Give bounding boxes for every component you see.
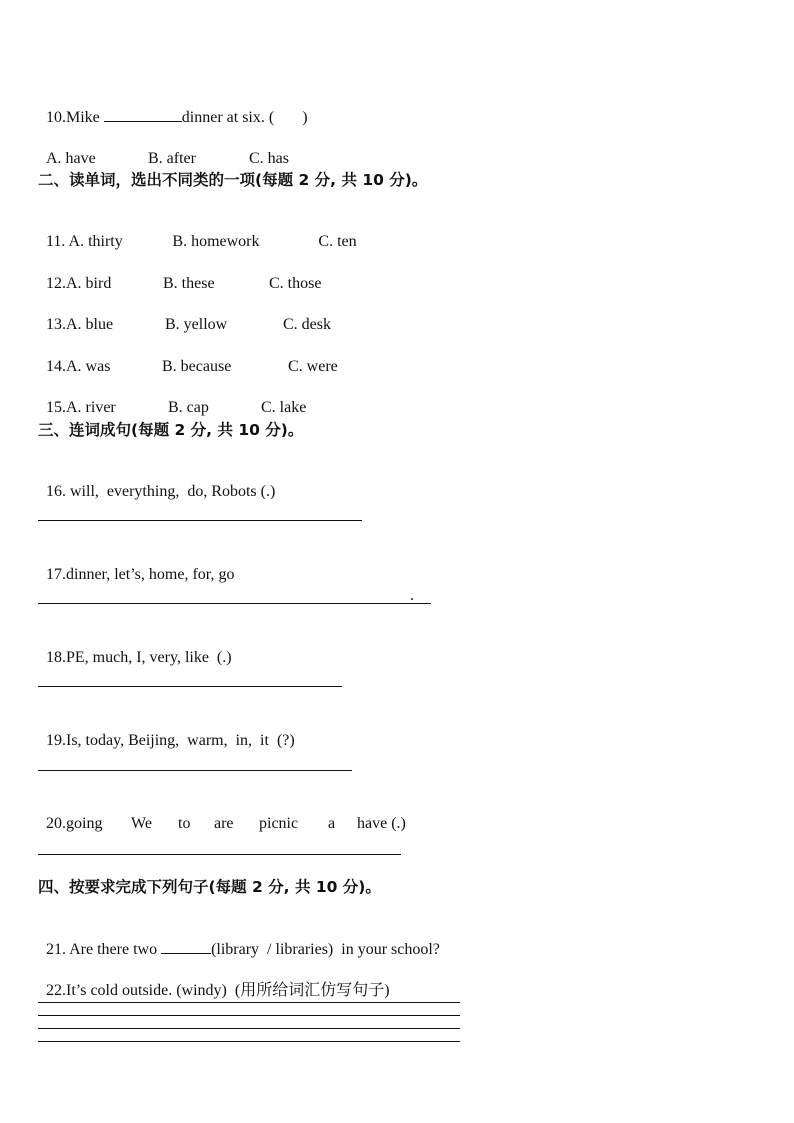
- scrambled-word: have (.): [357, 815, 406, 832]
- answer-line-22-4[interactable]: [38, 1041, 460, 1042]
- option-c[interactable]: C. has: [249, 150, 289, 167]
- scrambled-word: are: [214, 815, 234, 832]
- option-a[interactable]: A. bird: [66, 275, 112, 292]
- question-number: 14.: [46, 358, 66, 375]
- option-b[interactable]: B. homework: [172, 233, 260, 250]
- question-19: [38, 711, 295, 751]
- scrambled-word: to: [178, 815, 191, 832]
- question-17: [38, 545, 234, 585]
- question-18: [38, 628, 232, 668]
- question-number: 12.: [46, 275, 66, 292]
- question-number: 18.: [46, 649, 66, 666]
- option-a[interactable]: A. have: [46, 150, 96, 167]
- option-b[interactable]: B. because: [162, 358, 232, 375]
- answer-line-22-1[interactable]: [38, 1002, 460, 1003]
- question-20: [38, 794, 406, 834]
- option-b[interactable]: B. after: [148, 150, 196, 167]
- option-b[interactable]: B. cap: [168, 399, 209, 416]
- question-words: PE, much, I, very, like (.): [66, 649, 232, 666]
- section-4-title: 四、按要求完成下列句子(每题 2 分, 共 10 分)。: [38, 878, 381, 896]
- question-14: [38, 337, 338, 377]
- question-text-before: Are there two: [66, 941, 162, 958]
- answer-line-17[interactable]: [38, 603, 431, 604]
- option-a[interactable]: A. blue: [66, 316, 114, 333]
- answer-line-20[interactable]: [38, 854, 401, 855]
- answer-blank[interactable]: [161, 939, 211, 954]
- question-22: [38, 961, 390, 1001]
- question-words: dinner, let’s, home, for, go: [66, 566, 235, 583]
- question-text-after: dinner at six. (: [181, 109, 275, 126]
- option-c[interactable]: C. ten: [318, 233, 357, 250]
- question-number: 19.: [46, 732, 66, 749]
- option-b[interactable]: B. these: [163, 275, 215, 292]
- question-13: [38, 295, 331, 335]
- answer-line-18[interactable]: [38, 686, 342, 687]
- question-words: will, everything, do, Robots (.): [66, 483, 276, 500]
- question-number: 15.: [46, 399, 66, 416]
- option-a[interactable]: A. thirty: [65, 233, 123, 250]
- question-number: 13.: [46, 316, 66, 333]
- question-10: [38, 87, 308, 128]
- question-text: It’s cold outside. (windy) (用所给词汇仿写句子): [66, 982, 390, 999]
- end-period: .: [410, 587, 414, 604]
- scrambled-word: going: [66, 815, 103, 832]
- answer-line-19[interactable]: [38, 770, 352, 771]
- answer-line-22-2[interactable]: [38, 1015, 460, 1016]
- question-11: [38, 212, 357, 252]
- option-a[interactable]: A. river: [66, 399, 116, 416]
- question-number: 16.: [46, 483, 66, 500]
- answer-line-16[interactable]: [38, 520, 362, 521]
- question-number: 22.: [46, 982, 66, 999]
- question-12: [38, 254, 321, 294]
- question-words: Is, today, Beijing, warm, in, it (?): [66, 732, 295, 749]
- option-b[interactable]: B. yellow: [165, 316, 228, 333]
- option-c[interactable]: C. lake: [261, 399, 307, 416]
- question-15: [38, 378, 306, 418]
- option-c[interactable]: C. were: [288, 358, 338, 375]
- question-text-after: (library / libraries) in your school?: [211, 941, 440, 958]
- question-10-options: [38, 129, 289, 169]
- section-3-title: 三、连词成句(每题 2 分, 共 10 分)。: [38, 421, 304, 439]
- question-number: 17.: [46, 566, 66, 583]
- scrambled-word: We: [131, 815, 152, 832]
- question-21: [38, 919, 440, 960]
- question-number: 11.: [46, 233, 66, 250]
- question-number: 21.: [46, 941, 66, 958]
- question-number: 10.: [46, 109, 66, 126]
- option-c[interactable]: C. those: [269, 275, 322, 292]
- section-2-title: 二、读单词，选出不同类的一项(每题 2 分, 共 10 分)。: [38, 171, 428, 189]
- question-text-before: Mike: [66, 109, 104, 126]
- option-a[interactable]: A. was: [66, 358, 111, 375]
- question-16: [38, 462, 275, 502]
- paren-close: ): [302, 109, 308, 126]
- answer-line-22-3[interactable]: [38, 1028, 460, 1029]
- answer-blank[interactable]: [104, 107, 182, 122]
- scrambled-word: picnic: [259, 815, 299, 832]
- question-number: 20.: [46, 815, 66, 832]
- scrambled-word: a: [328, 815, 336, 832]
- option-c[interactable]: C. desk: [283, 316, 331, 333]
